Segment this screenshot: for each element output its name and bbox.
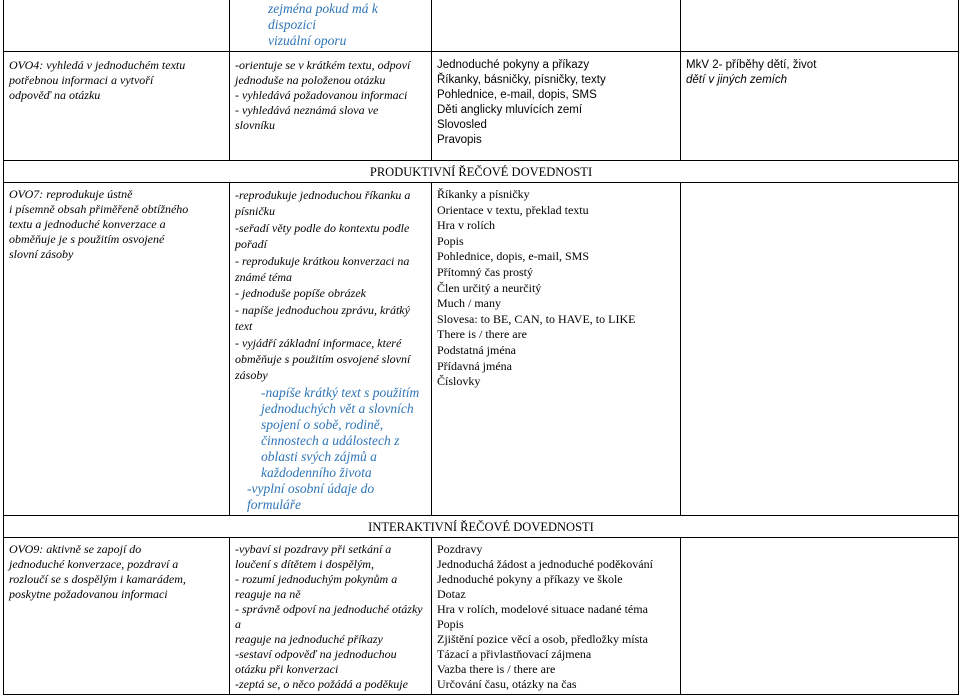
outcome-line: -vybaví si pozdravy při setkání a [235,542,392,556]
continuation-row [4,0,959,52]
topic-line: Podstatná jména [437,342,516,357]
topic-line: Dotaz [437,587,466,601]
outcome-line: - správně odpoví na jednoduché otázky a [235,602,423,631]
outcome-line: - vyjádří základní informace, které [235,335,402,350]
productive-heading-row [4,161,959,183]
outcome-line: -orientuje se v krátkém textu, odpoví [235,58,411,72]
outcome-line: každodenního života [261,464,372,480]
outcome-line: - vyhledává požadovanou informaci [235,88,408,102]
outcome-line: -sestaví odpověď na jednoduchou [235,647,397,661]
topic-line: Pozdravy [437,542,483,556]
section-heading [4,161,959,183]
topics-cell [432,183,681,516]
section-heading-text: INTERAKTIVNÍ ŘEČOVÉ DOVEDNOSTI [368,520,594,534]
outcome-line: - napíše jednoduchou zprávu, krátký text [235,302,410,334]
ovo-line: i písemně obsah přiměřeně obtížného [9,202,189,216]
curriculum-table [3,0,959,695]
topic-line: Orientace v textu, překlad textu [437,202,589,217]
ovo-cell [4,538,230,695]
outcome-line: spojení o sobě, rodině, [261,416,384,432]
topic-line: Říkanky, básničky, písničky, texty [437,74,606,86]
topic-line: Pohlednice, e-mail, dopis, SMS [437,89,597,101]
outcome-line: reaguje na ně [235,587,301,601]
highlighted-outcomes [235,385,426,513]
topics-cell [432,52,681,161]
cross-cell [681,538,959,695]
topic-line: Přítomný čas prostý [437,264,533,279]
outcome-line: jednoduchých vět a slovních [261,400,414,416]
outcome-line: zásoby [235,368,268,383]
ovo-line: odpověď na otázku [9,88,101,102]
section-heading-text: PRODUKTIVNÍ ŘEČOVÉ DOVEDNOSTI [369,165,593,179]
outcome-line: pořadí [235,237,268,252]
topic-line: Děti anglicky mluvících zemí [437,104,583,116]
outcome-line: - vyhledává neznámá slova ve [235,103,379,117]
topic-line: Much / many [437,296,501,311]
section-heading [4,516,959,538]
outcome-line: otázku při konverzaci [235,662,339,676]
interactive-heading-row [4,516,959,538]
outcome-line: známé téma [235,270,292,285]
ovo-line: slovní zásoby [9,247,74,261]
topic-line: Jednoduché pokyny a příkazy [437,59,590,71]
outcomes-cell [230,183,432,516]
cross-line: MkV 2- příběhy dětí, život [686,59,817,71]
topic-line: Určování času, otázky na čas [437,677,577,691]
topic-line: There is / there are [437,327,527,342]
continuation-line: vizuální oporu [268,33,347,48]
topics-cell [432,538,681,695]
topic-line: Jednoduchá žádost a jednoduché poděkování [437,557,653,571]
ovo-line: OVO4: vyhledá v jednoduchém textu [9,58,186,72]
ovo-line: obměňuje je s použitím osvojené [9,232,165,246]
ovo9-row [4,538,959,695]
outcome-line: - rozumí jednoduchým pokynům a [235,572,398,586]
ovo-line: textu a jednoduché konverzace a [9,217,166,231]
topic-line: Zjištění pozice věcí a osob, předložky místa [437,632,648,646]
outcome-line: - reprodukuje krátkou konverzaci na [235,253,410,268]
ovo7-row [4,183,959,516]
ovo-line: jednoduché konverzace, pozdraví a [9,557,179,571]
ovo4-row [4,52,959,161]
ovo-line: OVO9: aktivně se zapojí do [9,542,142,556]
topic-line: Jednoduché pokyny a příkazy ve škole [437,572,623,586]
outcome-line: písničku [235,204,275,219]
topic-line: Hra v rolích, modelové situace nadané téma [437,602,648,616]
outcome-line: -vyplní osobní údaje do formuláře [247,480,375,512]
ovo-line: rozloučí se s dospělým i kamarádem, [9,572,186,586]
topic-line: Pravopis [437,134,482,146]
outcome-line: loučení s dítětem i dospělým, [235,557,374,571]
topic-line: Tázací a přivlastňovací zájmena [437,647,592,661]
outcome-line: slovníku [235,118,275,132]
topic-line: Říkanky a písničky [437,187,530,201]
cross-cell [681,183,959,516]
cross-cell [681,52,959,161]
outcome-line: činnostech a událostech z [261,432,400,448]
topic-line: Vazba there is / there are [437,662,556,676]
continuation-line: zejména pokud má k dispozici [268,1,378,32]
ovo-line: poskytne požadovanou informaci [9,587,168,601]
outcomes-cell [230,52,432,161]
topic-line: Člen určitý a neurčitý [437,280,542,295]
outcome-line: -reprodukuje jednoduchou říkanku a [235,188,411,202]
outcomes-cell [230,538,432,695]
topic-line: Hra v rolích [437,218,495,233]
topic-line: Přídavná jména [437,358,512,373]
ovo-line: potřebnou informaci a vytvoří [9,73,154,87]
empty-cell [681,0,959,52]
cross-line: dětí v jiných zemích [686,74,787,86]
topic-line: Popis [437,233,464,248]
outcome-line: -seřadí věty podle do kontextu podle [235,220,410,235]
topic-line: Pohlednice, dopis, e-mail, SMS [437,249,589,264]
outcome-line: - jednoduše popíše obrázek [235,286,366,301]
empty-cell [432,0,681,52]
outcome-line: jednoduše na položenou otázku [235,73,386,87]
topic-line: Slovosled [437,119,487,131]
ovo-cell [4,52,230,161]
topic-line: Číslovky [437,374,481,389]
topic-line: Slovesa: to BE, CAN, to HAVE, to LIKE [437,311,636,326]
outcome-line: -zeptá se, o něco požádá a poděkuje [235,677,408,691]
empty-cell [4,0,230,52]
ovo-line: OVO7: reprodukuje ústně [9,187,133,201]
continuation-cell [230,0,432,52]
outcome-line: oblasti svých zájmů a [261,448,377,464]
outcome-line: obměňuje s použitím osvojené slovní [235,352,411,367]
ovo-cell [4,183,230,516]
outcome-line: reaguje na jednoduché příkazy [235,632,383,646]
outcome-line: -napíše krátký text s použitím [261,384,420,400]
topic-line: Popis [437,617,464,631]
